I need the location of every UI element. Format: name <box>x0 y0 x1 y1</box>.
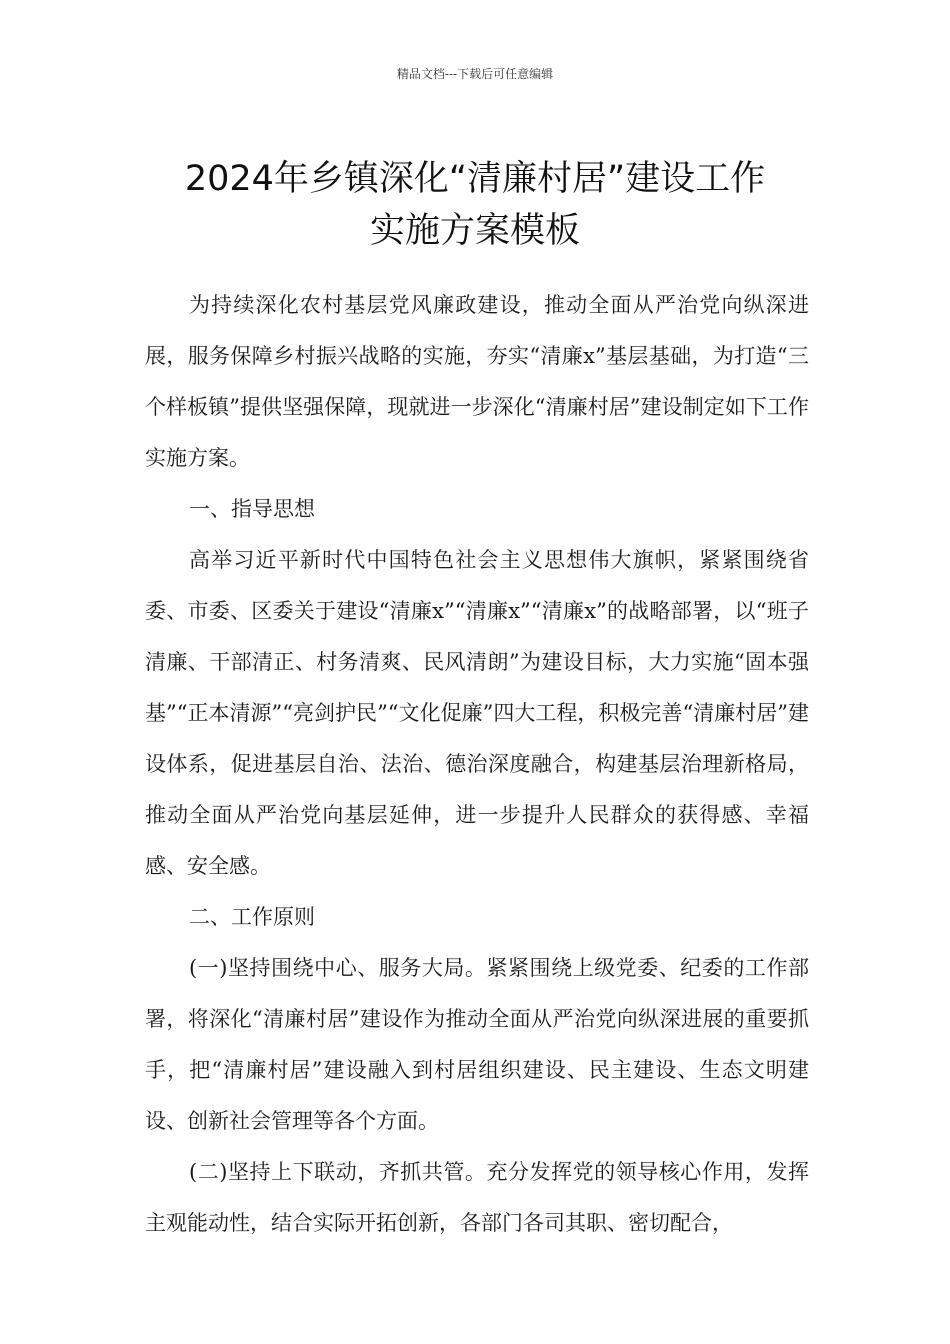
section-heading-guiding-ideology: 一、指导思想 <box>189 497 315 521</box>
document-body <box>145 280 809 1249</box>
title-line-2: 实施方案模板 <box>369 211 580 252</box>
guiding-ideology-paragraph: 高举习近平新时代中国特色社会主义思想伟大旗帜，紧紧围绕省委、市委、区委关于建设“清廉x”“清廉x”“清廉x”的战略部署，以“班子清廉、干部清正、村务清爽、民风清朗”为建设目标，大力实施“固本强基”“正本清源”“亮剑护民”“文化促廉”四大工程，积极完善“清廉村居”建设体系，促进基层自治、法治、德治深度融合，构建基层治理新格局，推动全面从严治党向基层延伸，进一步提升人民群众的获得感、幸福感、安全感。 <box>145 548 809 878</box>
intro-paragraph: 为持续深化农村基层党风廉政建设，推动全面从严治党向纵深进展，服务保障乡村振兴战略的实施，夯实“清廉x”基层基础，为打造“三个样板镇”提供坚强保障，现就进一步深化“清廉村居”建设制定如下工作实施方案。 <box>145 293 809 470</box>
principle-1-paragraph: (一)坚持围绕中心、服务大局。紧紧围绕上级党委、纪委的工作部署，将深化“清廉村居”建设作为推动全面从严治党向纵深进展的重要抓手，把“清廉村居”建设融入到村居组织建设、民主建设、生态文明建设、创新社会管理等各个方面。 <box>145 956 809 1133</box>
document-title <box>100 153 850 257</box>
principle-2-paragraph: (二)坚持上下联动，齐抓共管。充分发挥党的领导核心作用，发挥主观能动性，结合实际开拓创新，各部门各司其职、密切配合， <box>145 1160 809 1235</box>
title-line-1: 2024年乡镇深化“清廉村居”建设工作 <box>184 159 766 200</box>
header-note: 精品文档---下载后可任意编辑 <box>396 67 554 81</box>
section-heading-work-principles: 二、工作原则 <box>189 905 315 929</box>
